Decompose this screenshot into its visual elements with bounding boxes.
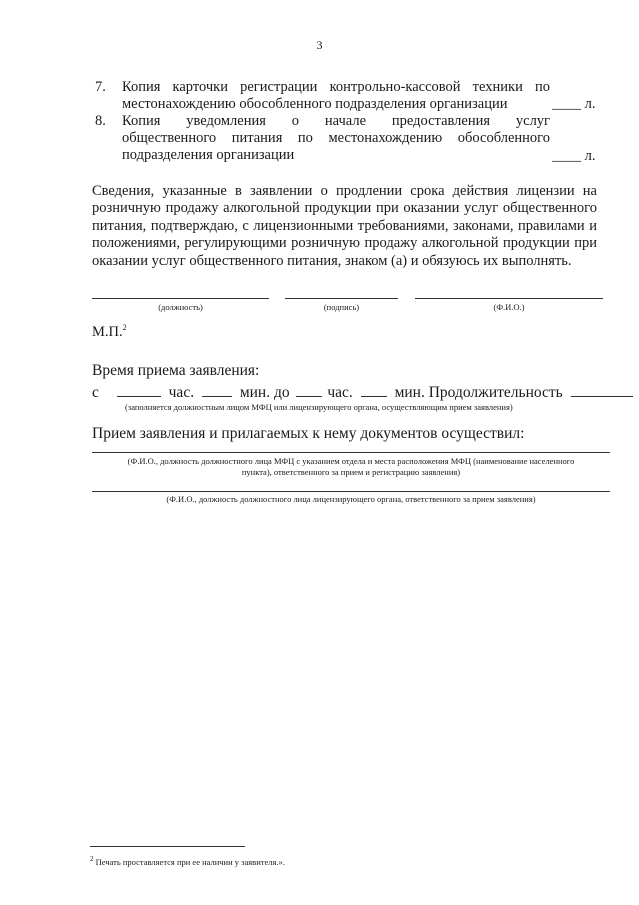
from-label: с (92, 384, 99, 401)
stamp-text: М.П. (92, 324, 123, 340)
minutes-to-label: мин. до (239, 384, 290, 401)
footnote (90, 855, 285, 867)
duration-label: мин. Продолжительность (394, 384, 563, 401)
item-pages: ____ л. (552, 96, 596, 112)
item-pages: ____ л. (552, 148, 596, 164)
item-line: Копия карточки регистрации контрольно-кассовой техники по (122, 79, 550, 95)
authority-officer-caption: (Ф.И.О., должность должностного лица лицензирующего органа, ответственного за прием заявления) (166, 494, 536, 504)
footnote-separator (90, 846, 245, 847)
hours2-label: час. (327, 384, 353, 401)
end-minute-blank (361, 384, 387, 397)
item-line: Копия уведомления о начале предоставления услуг (122, 113, 550, 129)
start-hour-blank (117, 384, 161, 397)
list-item-7 (95, 79, 555, 113)
item-line: общественного питания по местонахождению обособленного (122, 130, 550, 146)
acceptance-heading: Прием заявления и прилагаемых к нему документов осуществил: (92, 425, 525, 442)
reception-time-row (92, 384, 633, 402)
hours-label: час. (168, 384, 195, 401)
item-line: подразделения организации (122, 147, 295, 163)
footnote-text: Печать проставляется при ее наличии у заявителя.». (95, 857, 285, 867)
list-item-8 (95, 113, 555, 165)
reception-time-heading: Время приема заявления: (92, 362, 260, 379)
duration-blank (571, 384, 633, 397)
name-line (415, 298, 603, 299)
item-line: местонахождению обособленного подразделения организации (122, 96, 508, 112)
authority-officer-line (92, 491, 610, 492)
name-caption: (Ф.И.О.) (493, 302, 525, 312)
reception-time-caption: (заполняется должностным лицом МФЦ или лицензирующего органа, осуществляющим прием заявления) (125, 402, 513, 412)
footnote-ref: 2 (122, 323, 127, 332)
statement-paragraph: Сведения, указанные в заявлении о продлении срока действия лицензии на розничную продажу алкогольной продукции при оказании услуг общественного питания, подтверждаю, с лицензионными требованиями, законами, правилами и положениями, регулирующими розничную продажу алкогольной продукции при оказании услуг общественного питания, знаком (а) и обязуюсь их выполнять. (92, 183, 597, 269)
item-number: 7. (95, 79, 106, 95)
signature-line (285, 298, 398, 299)
item-number: 8. (95, 113, 106, 129)
stamp-label (92, 323, 127, 341)
signature-caption: (подпись) (323, 302, 360, 312)
footnote-mark: 2 (90, 855, 94, 863)
mfc-officer-caption-1: (Ф.И.О., должность должностного лица МФЦ с указанием отдела и места расположения МФЦ (наименование населенного (127, 456, 575, 466)
position-caption: (должность) (158, 302, 203, 312)
mfc-officer-line (92, 452, 610, 453)
page-number: 3 (316, 38, 323, 52)
end-hour-blank (296, 384, 322, 397)
mfc-officer-caption-2: пункта), ответственного за прием и регистрацию заявления) (241, 467, 461, 477)
start-minute-blank (202, 384, 232, 397)
position-line (92, 298, 269, 299)
